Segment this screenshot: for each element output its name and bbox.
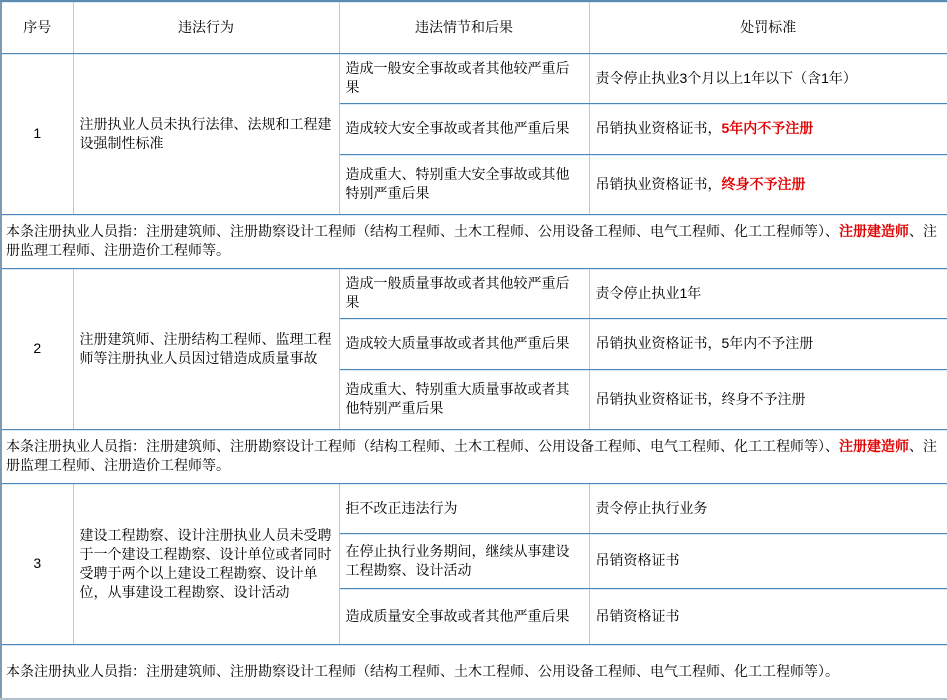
table-row (1, 483, 947, 533)
penalty-text: 责令停止执业3个月以上1年以下（含1年） (595, 69, 857, 86)
table-row (1, 53, 947, 103)
circumstance-cell: 拒不改正违法行为 (339, 483, 589, 533)
penalty-red-text: 终身不予注册 (721, 175, 806, 192)
note-cell (1, 644, 947, 699)
penalty-cell (589, 588, 947, 644)
circumstance-cell: 造成重大、特别重大安全事故或其他特别严重后果 (339, 154, 589, 214)
penalty-text: 吊销执业资格证书， (595, 120, 722, 136)
circumstance-cell: 造成一般质量事故或者其他较严重后果 (339, 268, 589, 318)
row-number: 1 (1, 53, 73, 214)
row-number: 2 (1, 268, 73, 429)
penalty-text: 吊销执业资格证书，5年内不予注册 (595, 335, 814, 351)
penalty-cell (589, 369, 947, 429)
table-header-row (1, 1, 947, 53)
violation-cell: 建设工程勘察、设计注册执业人员未受聘于一个建设工程勘察、设计单位或者同时受聘于两个以上建设工程勘察、设计单位，从事建设工程勘察、设计活动 (73, 483, 339, 644)
table-row (1, 268, 947, 318)
note-red-text: 注册建造师 (839, 438, 909, 454)
circumstance-cell: 造成较大质量事故或者其他严重后果 (339, 318, 589, 369)
circumstance-cell: 造成重大、特别重大质量事故或者其他特别严重后果 (339, 369, 589, 429)
header-cell-penalty: 处罚标准 (589, 1, 947, 53)
penalty-text: 责令停止执业1年 (595, 284, 702, 301)
header-cell-violation: 违法行为 (73, 1, 339, 53)
note-text: 本条注册执业人员指：注册建筑师、注册勘察设计工程师（结构工程师、土木工程师、公用设备工程师、电气工程师、化工工程师等）。 (6, 662, 839, 679)
note-text: 、注册监理工程师、注册造价工程师等。 (6, 438, 937, 473)
violation-cell: 注册执业人员未执行法律、法规和工程建设强制性标准 (73, 53, 339, 214)
penalty-text: 吊销执业资格证书，终身不予注册 (595, 390, 806, 407)
row-number: 3 (1, 483, 73, 644)
penalty-cell (589, 483, 947, 533)
penalty-text: 吊销资格证书 (595, 552, 680, 568)
note-red-text: 注册建造师 (839, 223, 909, 239)
penalty-cell (589, 268, 947, 318)
header-cell-number: 序号 (1, 1, 73, 53)
penalty-text: 吊销资格证书 (595, 607, 680, 624)
circumstance-cell: 造成较大安全事故或者其他严重后果 (339, 103, 589, 154)
penalty-cell (589, 154, 947, 214)
penalty-cell (589, 318, 947, 369)
penalty-cell (589, 53, 947, 103)
note-cell (1, 429, 947, 483)
circumstance-cell: 造成一般安全事故或者其他较严重后果 (339, 53, 589, 103)
header-cell-circumstance: 违法情节和后果 (339, 1, 589, 53)
circumstance-cell: 造成质量安全事故或者其他严重后果 (339, 588, 589, 644)
penalty-cell (589, 533, 947, 588)
violation-cell: 注册建筑师、注册结构工程师、监理工程师等注册执业人员因过错造成质量事故 (73, 268, 339, 429)
note-row (1, 214, 947, 268)
note-text: 本条注册执业人员指：注册建筑师、注册勘察设计工程师（结构工程师、土木工程师、公用设备工程师、电气工程师、化工工程师等）、 (6, 223, 839, 239)
penalty-text: 责令停止执行业务 (595, 499, 708, 516)
note-row (1, 644, 947, 699)
note-text: 、注册监理工程师、注册造价工程师等。 (6, 223, 937, 258)
note-cell (1, 214, 947, 268)
penalty-text: 吊销执业资格证书， (595, 175, 722, 192)
note-row (1, 429, 947, 483)
note-text: 本条注册执业人员指：注册建筑师、注册勘察设计工程师（结构工程师、土木工程师、公用设备工程师、电气工程师、化工工程师等）、 (6, 438, 839, 454)
circumstance-cell: 在停止执行业务期间，继续从事建设工程勘察、设计活动 (339, 533, 589, 588)
penalty-red-text: 5年内不予注册 (721, 120, 814, 136)
penalty-cell (589, 103, 947, 154)
